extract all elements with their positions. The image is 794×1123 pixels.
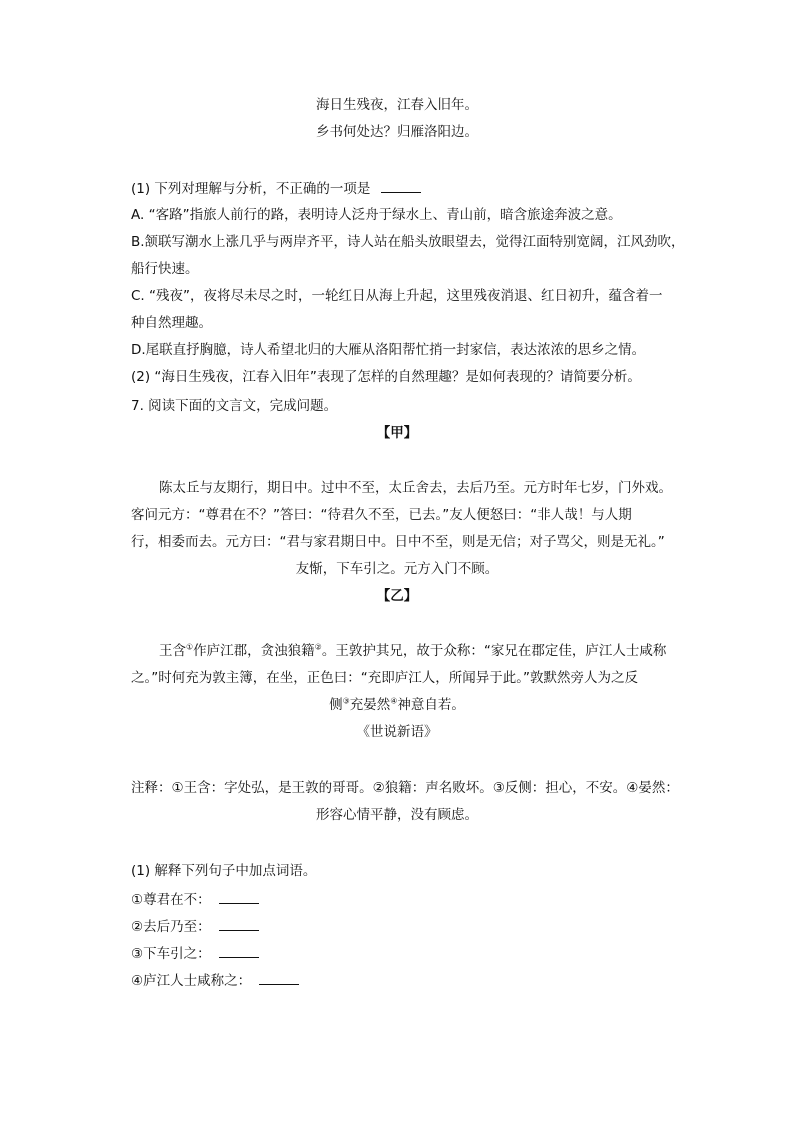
q7-item-2 [131, 916, 259, 936]
poem-line-2: 乡书何处达？归雁洛阳边。 [316, 124, 478, 140]
yi-text: 神意自若。 [397, 697, 465, 713]
yi-text: 充晏然 [349, 697, 391, 713]
item-label: ④庐江人士咸称之： [131, 973, 252, 989]
jia-line-2: 客问元方：“尊君在不？”答曰：“待君久不至，已去。”友人便怒曰：“非人哉！与人期 [131, 507, 632, 523]
answer-blank[interactable] [219, 889, 259, 904]
yi-line-1 [159, 642, 666, 660]
option-d: D.尾联直抒胸臆，诗人希望北归的大雁从洛阳帮忙捎一封家信，表达浓浓的思乡之情。 [131, 342, 646, 358]
yi-text: 作庐江郡，贪浊狼籍 [193, 643, 315, 659]
yi-text: 王含 [159, 643, 186, 659]
footnote-marker: ④ [390, 696, 398, 706]
answer-blank[interactable] [219, 943, 259, 958]
q7-item-1 [131, 889, 259, 909]
option-c-line-2: 种自然理趣。 [131, 315, 212, 331]
footnote-marker: ② [314, 642, 322, 652]
notes-line-2: 形容心情平静，没有顾虑。 [316, 807, 478, 823]
poem-line-1: 海日生残夜，江春入旧年。 [316, 97, 478, 113]
item-label: ③下车引之： [131, 946, 211, 962]
answer-blank[interactable] [259, 970, 299, 985]
notes-line-1: 注释：①王含：字处弘，是王敦的哥哥。②狼籍：声名败坏。③反侧：担心，不安。④晏然： [131, 780, 679, 796]
footnote-marker: ③ [342, 696, 350, 706]
jia-title: 【甲】 [376, 425, 418, 441]
q6-part1 [131, 178, 421, 198]
yi-line-3 [0, 696, 794, 714]
q6-part1-prompt: (1) 下列对理解与分析，不正确的一项是 [131, 181, 371, 197]
q7-heading: 7. 阅读下面的文言文，完成问题。 [131, 398, 338, 414]
item-label: ②去后乃至： [131, 919, 211, 935]
jia-line-3: 行，相委而去。元方曰：“君与家君期日中。日中不至，则是无信；对子骂父，则是无礼。” [131, 534, 665, 550]
yi-line-2: 之。”时何充为敦主簿，在坐，正色曰：“充即庐江人，所闻异于此。”敦默然旁人为之反 [131, 670, 638, 686]
yi-text: 。王敦护其兄，故于众称：“家兄在郡定佳，庐江人士咸称 [321, 643, 667, 659]
option-a: A. “客路”指旅人前行的路，表明诗人泛舟于绿水上、青山前，暗含旅途奔波之意。 [131, 207, 622, 223]
jia-line-1: 陈太丘与友期行，期日中。过中不至，太丘舍去，去后乃至。元方时年七岁，门外戏。 [159, 480, 672, 496]
item-label: ①尊君在不： [131, 892, 211, 908]
footnote-marker: ① [186, 642, 194, 652]
option-b-line-1: B.颔联写潮水上涨几乎与两岸齐平，诗人站在船头放眼望去，觉得江面特别宽阔，江风劲吹， [131, 234, 685, 250]
option-c-line-1: C. “残夜”，夜将尽未尽之时，一轮红日从海上升起，这里残夜消退、红日初升，蕴含着一 [131, 288, 663, 304]
q7-item-3 [131, 943, 259, 963]
q7-item-4 [131, 970, 299, 990]
q7-part1-prompt: (1) 解释下列句子中加点词语。 [131, 863, 317, 879]
answer-blank[interactable] [219, 916, 259, 931]
answer-blank[interactable] [381, 178, 421, 193]
yi-title: 【乙】 [376, 588, 418, 604]
option-b-line-2: 船行快速。 [131, 261, 199, 277]
q6-part2: (2) “海日生残夜，江春入旧年”表现了怎样的自然理趣？是如何表现的？请简要分析。 [131, 369, 641, 385]
source-citation: 《世说新语》 [356, 724, 438, 740]
jia-line-4: 友惭，下车引之。元方入门不顾。 [295, 561, 499, 577]
yi-text: 侧 [329, 697, 343, 713]
